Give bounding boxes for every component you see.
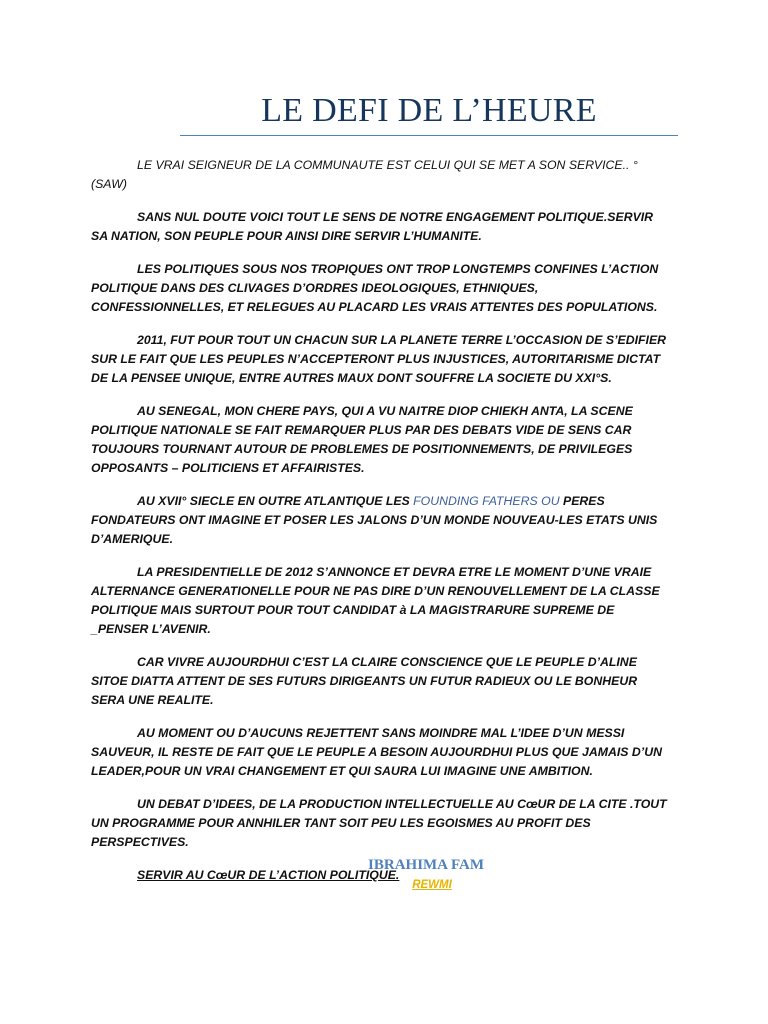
title-underline-rule <box>180 135 678 136</box>
author-affiliation: REWMI <box>412 879 452 891</box>
document-body <box>91 156 671 899</box>
paragraph-founding-fathers-end: PERES FONDATEURS ONT IMAGINE ET POSER LES JALONS D’UN MONDE NOUVEAU-LES ETATS UNIS D’AMERIQUE. <box>91 494 658 546</box>
paragraph-tropiques: LES POLITIQUES SOUS NOS TROPIQUES ONT TROP LONGTEMPS CONFINES L’ACTION POLITIQUE DANS DES CLIVAGES D’ORDRES IDEOLOGIQUES, ETHNIQUES, CONFESSIONNELLES, ET RELEGUES AU PLACARD LES VRAIS ATTENTES DES POPULATIONS. <box>91 262 659 314</box>
paragraph-vivre: CAR VIVRE AUJOURDHUI C’EST LA CLAIRE CONSCIENCE QUE LE PEUPLE D’ALINE SITOE DIATTA ATTENT DE SES FUTURS DIRIGEANTS UN FUTUR RADIEUX OU LE BONHEUR SERA UNE REALITE. <box>91 655 638 707</box>
paragraph-messi: AU MOMENT OU D’AUCUNS REJETTENT SANS MOINDRE MAL L’IDEE D’UN MESSI SAUVEUR, IL RESTE DE FAIT QUE LE PEUPLE A BESOIN AUJOURDHUI PLUS QUE JAMAIS D’UN LEADER,POUR UN VRAI CHANGEMENT ET QUI SAURA LUI IMAGINE UNE AMBITION. <box>91 726 662 778</box>
closing-line: SERVIR AU CœUR DE L’ACTION POLITIQUE. <box>137 868 400 882</box>
paragraph-founding-fathers <box>91 492 671 549</box>
paragraph-senegal: AU SENEGAL, MON CHERE PAYS, QUI A VU NAITRE DIOP CHIEKH ANTA, LA SCENE POLITIQUE NATIONALE SE FAIT REMARQUER PLUS PAR DES DEBATS VIDE DE SENS CAR TOUJOURS TOURNANT AUTOUR DE PROBLEMES DE POSITIONNEMENTS, DE PRIVILEGES OPPOSANTS – POLITICIENS ET AFFAIRISTES. <box>91 404 633 475</box>
paragraph-presidentielle: LA PRESIDENTIELLE DE 2012 S’ANNONCE ET DEVRA ETRE LE MOMENT D’UNE VRAIE ALTERNANCE GENERATIONELLE POUR NE PAS DIRE D’UN RENOUVELLEMENT DE LA CLASSE POLITIQUE MAIS SURTOUT POUR TOUT CANDIDAT à LA MAGISTRARURE SUPREME DE _PENSER L’AVENIR. <box>91 565 660 636</box>
opening-quote: LE VRAI SEIGNEUR DE LA COMMUNAUTE EST CELUI QUI SE MET A SON SERVICE.. °(SAW) <box>91 158 638 191</box>
paragraph-founding-fathers-start: AU XVII° SIECLE EN OUTRE ATLANTIQUE LES <box>137 494 414 508</box>
paragraph-engagement: SANS NUL DOUTE VOICI TOUT LE SENS DE NOTRE ENGAGEMENT POLITIQUE.SERVIR SA NATION, SON PEUPLE POUR AINSI DIRE SERVIR L’HUMANITE. <box>91 210 654 243</box>
document-title: LE DEFI DE L’HEURE <box>261 92 597 129</box>
founding-fathers-phrase: FOUNDING FATHERS OU <box>413 494 560 508</box>
paragraph-debat: UN DEBAT D’IDEES, DE LA PRODUCTION INTELLECTUELLE AU CœUR DE LA CITE .TOUT UN PROGRAMME POUR ANNHILER TANT SOIT PEU LES EGOISMES AU PROFIT DES PERSPECTIVES. <box>91 797 667 849</box>
author-signature: IBRAHIMA FAM <box>368 857 484 873</box>
paragraph-2011: 2011, FUT POUR TOUT UN CHACUN SUR LA PLANETE TERRE L’OCCASION DE S’EDIFIER SUR LE FAIT QUE LES PEUPLES N’ACCEPTERONT PLUS INJUSTICES, AUTORITARISME DICTAT DE LA PENSEE UNIQUE, ENTRE AUTRES MAUX DONT SOUFFRE LA SOCIETE DU XXI°S. <box>91 333 667 385</box>
